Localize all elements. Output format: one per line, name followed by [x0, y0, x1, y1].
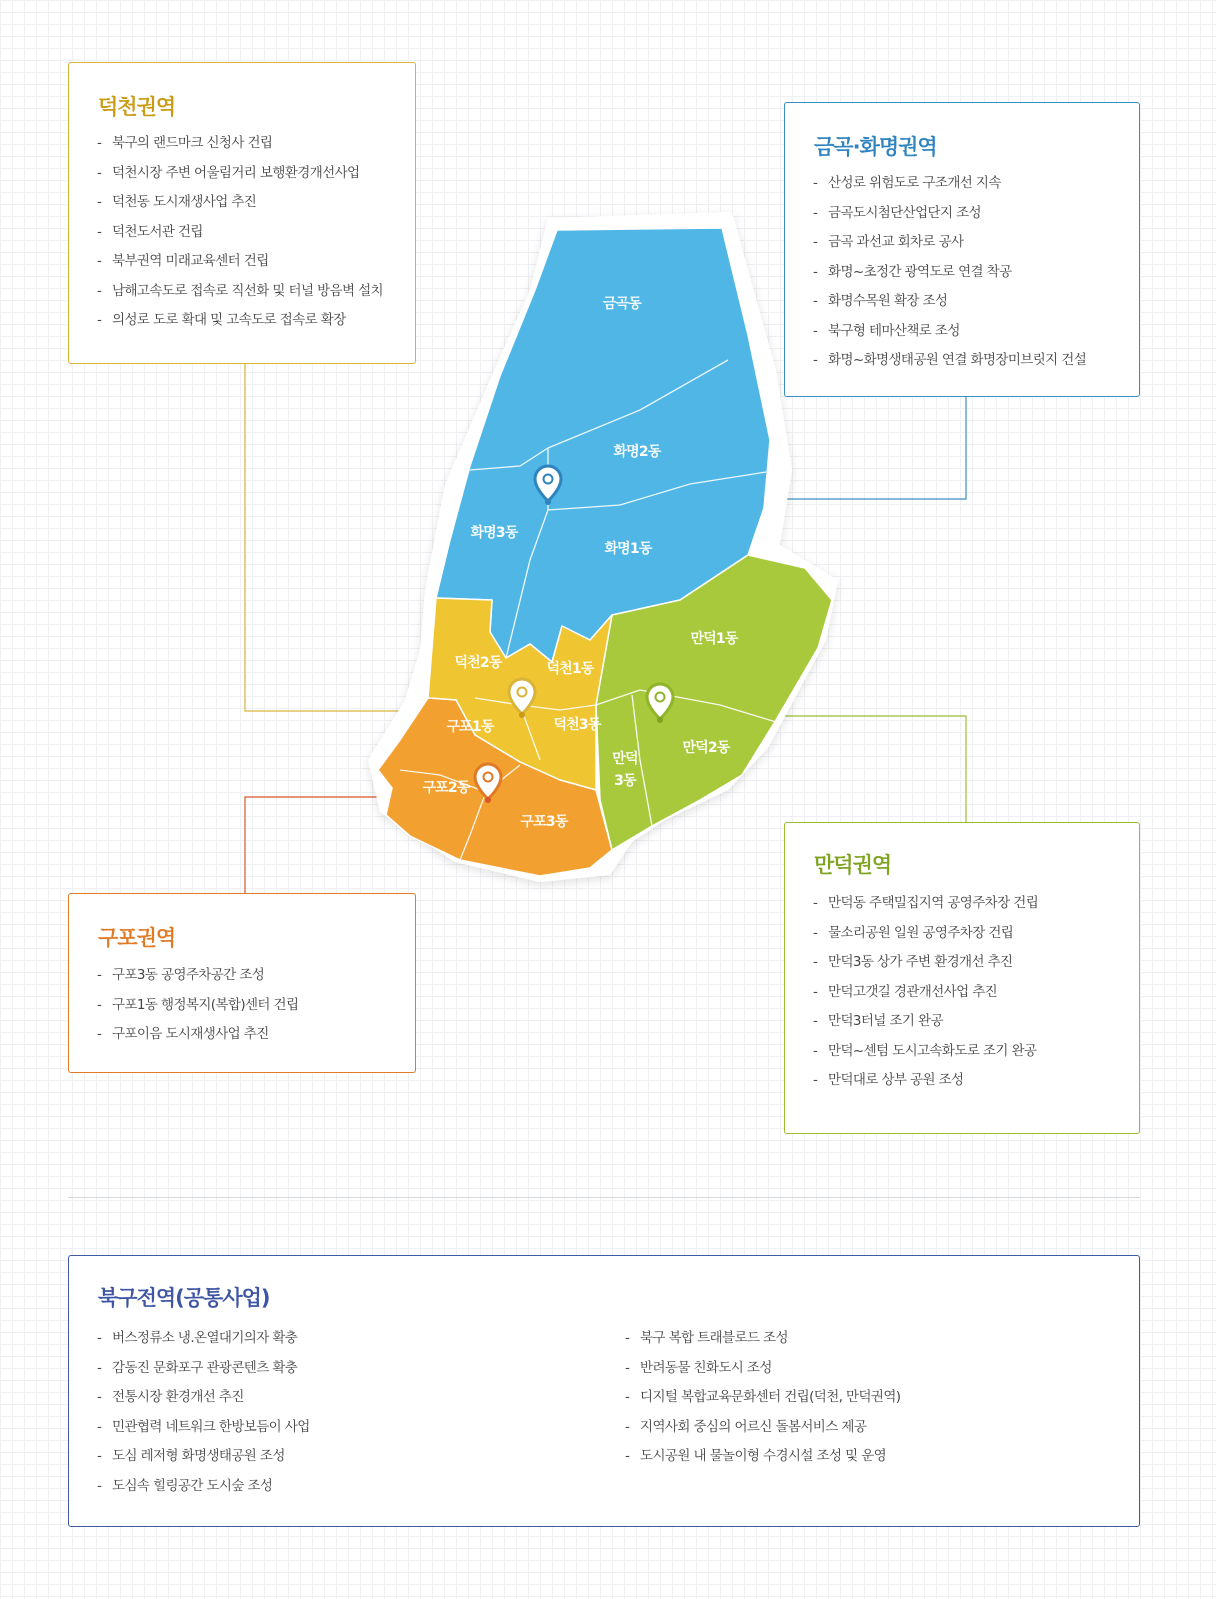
list-item: - 화명~초정간 광역도로 연결 착공	[813, 258, 1129, 288]
list-item: - 북구 복합 트래블로드 조성	[625, 1324, 1105, 1354]
region-list-geumgok-hwamyeong	[813, 169, 1129, 376]
list-item: - 금곡 과선교 회차로 공사	[813, 228, 1129, 258]
list-item: - 도시공원 내 물놀이형 수경시설 조성 및 운영	[625, 1442, 1105, 1472]
region-title-gupo: 구포권역	[98, 926, 176, 950]
region-box-gupo	[68, 893, 416, 1073]
list-item: - 구포1동 행정복지(복합)센터 건립	[97, 991, 405, 1021]
list-item: - 덕천동 도시재생사업 추진	[97, 188, 405, 218]
section-divider	[68, 1197, 1140, 1198]
common-list-right	[625, 1324, 1105, 1472]
label-hwamyeong1: 화명1동	[604, 541, 652, 557]
region-list-mandeok	[813, 889, 1129, 1096]
common-list-left	[97, 1324, 577, 1501]
list-item: - 버스정류소 냉.온열대기의자 확충	[97, 1324, 577, 1354]
label-gupo2: 구포2동	[422, 780, 470, 796]
list-item: - 반려동물 친화도시 조성	[625, 1354, 1105, 1384]
list-item: - 화명수목원 확장 조성	[813, 287, 1129, 317]
list-item: - 덕천도서관 건립	[97, 218, 405, 248]
list-item: - 감동진 문화포구 관광콘텐츠 확충	[97, 1354, 577, 1384]
label-hwamyeong3: 화명3동	[470, 525, 518, 541]
region-title-deokcheon: 덕천권역	[98, 95, 176, 119]
label-mandeok3-line1: 만덕	[612, 751, 638, 767]
list-item: - 도심속 힐링공간 도시숲 조성	[97, 1472, 577, 1502]
common-title: 북구전역(공통사업)	[98, 1286, 270, 1310]
list-item: - 북구의 랜드마크 신청사 건립	[97, 129, 405, 159]
label-geumgok: 금곡동	[602, 296, 642, 312]
list-item: - 만덕3터널 조기 완공	[813, 1007, 1129, 1037]
region-box-geumgok-hwamyeong	[784, 102, 1140, 397]
list-item: - 화명~화명생태공원 연결 화명장미브릿지 건설	[813, 346, 1129, 376]
label-deokcheon2: 덕천2동	[454, 655, 502, 671]
list-item: - 만덕3동 상가 주변 환경개선 추진	[813, 948, 1129, 978]
list-item: - 금곡도시첨단산업단지 조성	[813, 199, 1129, 229]
region-list-gupo	[97, 961, 405, 1050]
label-deokcheon3: 덕천3동	[553, 717, 601, 733]
list-item: - 남해고속도로 접속로 직선화 및 터널 방음벽 설치	[97, 277, 405, 307]
list-item: - 만덕고갯길 경관개선사업 추진	[813, 978, 1129, 1008]
region-box-common	[68, 1255, 1140, 1527]
list-item: - 만덕동 주택밀집지역 공영주차장 건립	[813, 889, 1129, 919]
label-gupo3: 구포3동	[520, 814, 568, 830]
region-list-deokcheon	[97, 129, 405, 336]
list-item: - 만덕대로 상부 공원 조성	[813, 1066, 1129, 1096]
label-mandeok3-line2: 3동	[614, 773, 636, 789]
list-item: - 지역사회 중심의 어르신 돌봄서비스 제공	[625, 1413, 1105, 1443]
list-item: - 덕천시장 주변 어울림거리 보행환경개선사업	[97, 159, 405, 189]
label-mandeok1: 만덕1동	[690, 631, 738, 647]
list-item: - 북부권역 미래교육센터 건립	[97, 247, 405, 277]
list-item: - 물소리공원 일원 공영주차장 건립	[813, 919, 1129, 949]
region-title-mandeok: 만덕권역	[814, 853, 892, 877]
list-item: - 산성로 위험도로 구조개선 지속	[813, 169, 1129, 199]
list-item: - 전통시장 환경개선 추진	[97, 1383, 577, 1413]
label-hwamyeong2: 화명2동	[613, 444, 661, 460]
list-item: - 민관협력 네트워크 한방보듬이 사업	[97, 1413, 577, 1443]
label-mandeok2: 만덕2동	[682, 740, 730, 756]
list-item: - 디지털 복합교육문화센터 건립(덕천, 만덕권역)	[625, 1383, 1105, 1413]
list-item: - 북구형 테마산책로 조성	[813, 317, 1129, 347]
list-item: - 구포이음 도시재생사업 추진	[97, 1020, 405, 1050]
list-item: - 의성로 도로 확대 및 고속도로 접속로 확장	[97, 306, 405, 336]
region-box-mandeok	[784, 822, 1140, 1134]
region-box-deokcheon	[68, 62, 416, 364]
list-item: - 도심 레저형 화명생태공원 조성	[97, 1442, 577, 1472]
list-item: - 구포3동 공영주차공간 조성	[97, 961, 405, 991]
region-title-geumgok-hwamyeong: 금곡·화명권역	[814, 135, 937, 159]
label-deokcheon1: 덕천1동	[546, 661, 594, 677]
list-item: - 만덕~센텀 도시고속화도로 조기 완공	[813, 1037, 1129, 1067]
label-gupo1: 구포1동	[446, 719, 494, 735]
